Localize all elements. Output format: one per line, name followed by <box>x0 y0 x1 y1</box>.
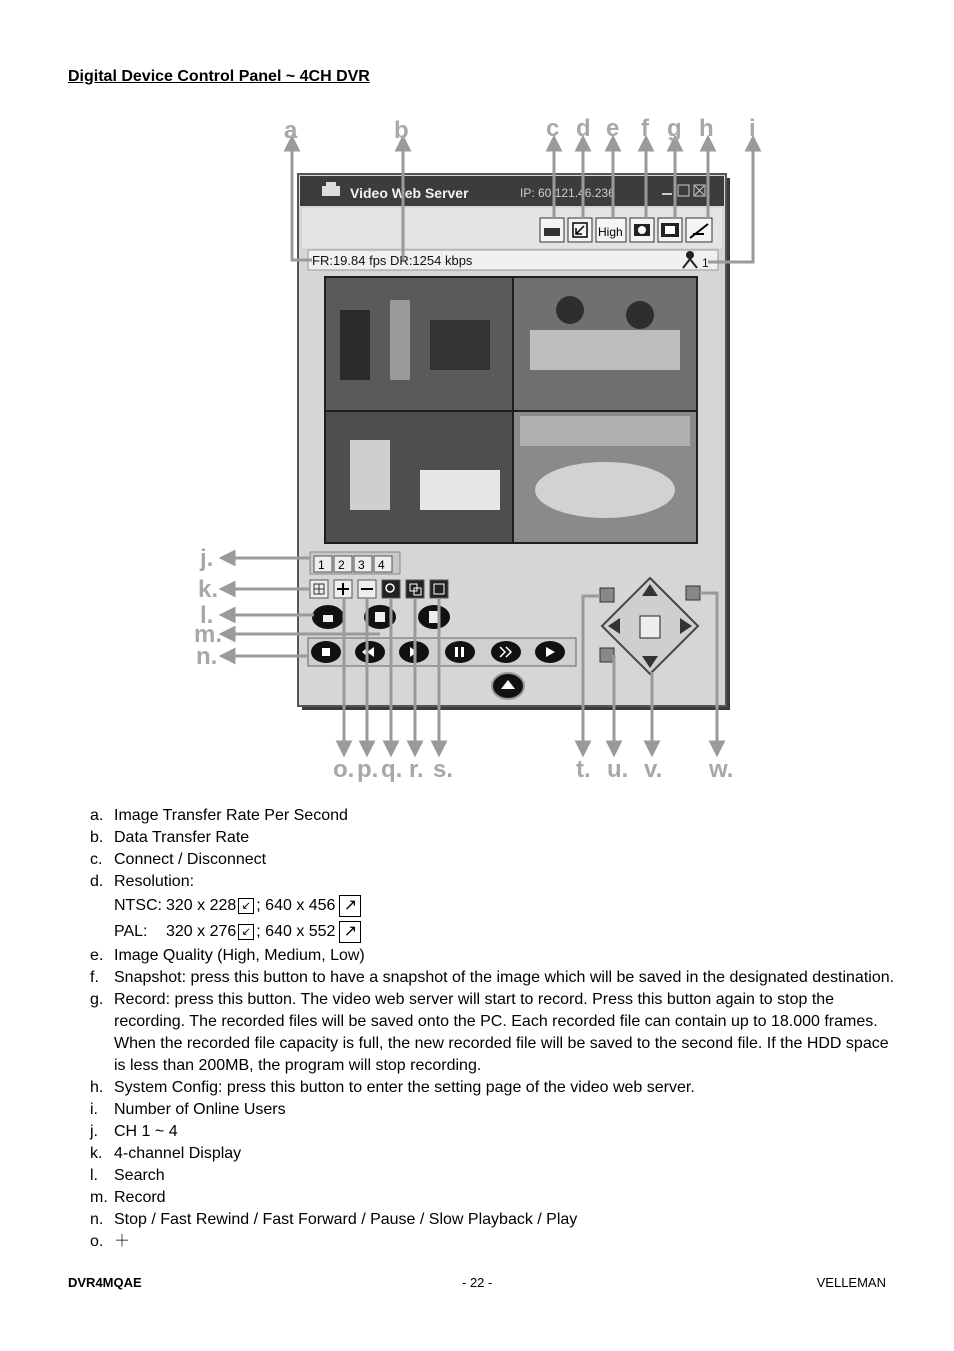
video-web-server-window <box>298 174 730 710</box>
legend-item-o: o. ＋ <box>90 1233 131 1250</box>
resolution-small-icon: ↙ <box>238 924 254 940</box>
callout-a: a <box>284 117 298 144</box>
legend-item-f: f. Snapshot: press this button to have a snapshot of the image which will be saved in the designated destination. <box>90 969 895 986</box>
channel-4-button[interactable] <box>374 556 392 572</box>
camera-icon[interactable] <box>630 218 654 242</box>
callout-c: c <box>546 115 560 142</box>
legend-item-d: d. Resolution: <box>90 873 195 890</box>
file-button[interactable] <box>418 605 450 629</box>
video-grid <box>324 276 698 544</box>
video-feed-3 <box>326 412 512 542</box>
search-icon[interactable] <box>382 580 400 598</box>
eject-button[interactable] <box>492 673 524 699</box>
legend-item-h: h. System Config: press this button to enter the setting page of the video web server. <box>90 1079 695 1096</box>
callout-j: j. <box>200 545 214 572</box>
ptz-t-button[interactable] <box>600 588 614 602</box>
window-title: Video Web Server <box>350 185 469 201</box>
channel-2-label: 2 <box>338 558 345 572</box>
callout-l: l. <box>200 602 214 629</box>
control-panel-figure <box>190 110 770 790</box>
legend-item-l: l. Search <box>90 1167 165 1184</box>
resolution-large-icon: ↗ <box>339 921 361 943</box>
stop-button[interactable] <box>311 641 341 663</box>
zoom-out-icon[interactable] <box>358 580 376 598</box>
resolution-large-icon: ↗ <box>339 895 361 917</box>
legend-item-a: a. Image Transfer Rate Per Second <box>90 807 348 824</box>
fast-rewind-button[interactable] <box>355 641 385 663</box>
callout-r: r. <box>409 756 424 783</box>
ptz-u-button[interactable] <box>600 648 614 662</box>
resolution-ntsc: NTSC: 320 x 228 ↙ ; 640 x 456 ↗ <box>90 893 900 919</box>
callout-letters-bottom <box>333 756 733 783</box>
callout-t: t. <box>576 756 591 783</box>
callout-letters-left <box>194 545 222 670</box>
layout-icon[interactable] <box>430 580 448 598</box>
lock-button[interactable] <box>312 605 344 629</box>
legend-item-e: e. Image Quality (High, Medium, Low) <box>90 947 365 964</box>
quad-display-icon[interactable] <box>310 580 328 598</box>
config-icon[interactable] <box>686 218 712 242</box>
users-count: 1 <box>702 256 709 270</box>
quality-button[interactable] <box>596 218 626 242</box>
resolution-icon[interactable] <box>568 218 592 242</box>
footer-page-number: - 22 - <box>462 1275 493 1290</box>
callout-letters-top <box>284 115 756 144</box>
callout-p: p. <box>357 756 379 783</box>
footer-model: DVR4MQAE <box>68 1275 142 1290</box>
callout-d: d <box>576 115 591 142</box>
callout-b: b <box>394 117 409 144</box>
legend-item-j: j. CH 1 ~ 4 <box>90 1123 178 1140</box>
resolution-pal: PAL: 320 x 276 ↙ ; 640 x 552 ↗ <box>90 919 900 945</box>
callout-f: f <box>641 115 649 142</box>
channel-3-label: 3 <box>358 558 365 572</box>
video-feed-1 <box>326 278 512 410</box>
callout-u: u. <box>607 756 629 783</box>
channel-3-button[interactable] <box>354 556 372 572</box>
callout-m: m. <box>194 621 223 648</box>
callout-s: s. <box>433 756 454 783</box>
page-title: Digital Device Control Panel ~ 4CH DVR <box>68 68 370 85</box>
legend-item-i: i. Number of Online Users <box>90 1101 286 1118</box>
quality-label: High <box>598 225 623 239</box>
legend-item-g: g. Record: press this button. The video web server will start to record. Press this button again to stop the recording. The recorded files will be saved onto the PC. Each recorded file can contain up to 18.000 frames. When the recorded file capacity is full, the new recorded file will be saved to the second file. If the HDD space is less than 200MB, the program will stop recording. <box>90 991 889 1074</box>
legend-list <box>90 805 900 1253</box>
legend-item-k: k. 4-channel Display <box>90 1145 242 1162</box>
channel-1-button[interactable] <box>314 556 332 572</box>
legend-item-n: n. Stop / Fast Rewind / Fast Forward / Pause / Slow Playback / Play <box>90 1211 578 1228</box>
minimize-icon[interactable] <box>662 193 672 195</box>
channel-2-button[interactable] <box>334 556 352 572</box>
connect-icon[interactable] <box>540 218 564 242</box>
channel-1-label: 1 <box>318 558 325 572</box>
callout-n: n. <box>196 643 218 670</box>
callout-v: v. <box>644 756 663 783</box>
legend-item-b: b. Data Transfer Rate <box>90 829 250 846</box>
play-button[interactable] <box>535 641 565 663</box>
slow-playback-button[interactable] <box>491 641 521 663</box>
film-record-icon[interactable] <box>658 218 682 242</box>
channel-buttons <box>310 552 400 574</box>
callout-i: i <box>749 115 756 142</box>
status-text: FR:19.84 fps DR:1254 kbps <box>312 253 473 268</box>
callout-o: o. <box>333 756 355 783</box>
copy-icon[interactable] <box>406 580 424 598</box>
callout-k: k. <box>198 576 219 603</box>
callout-q: q. <box>381 756 403 783</box>
ip-address: IP: 60.121.46.236 <box>520 186 615 200</box>
ptz-w-button[interactable] <box>686 586 700 600</box>
pause-button[interactable] <box>445 641 475 663</box>
video-feed-2 <box>514 278 696 410</box>
channel-4-label: 4 <box>378 558 385 572</box>
footer-brand: VELLEMAN <box>816 1275 886 1290</box>
resolution-small-icon: ↙ <box>238 898 254 914</box>
callout-w: w. <box>709 756 734 783</box>
callout-g: g <box>667 115 682 142</box>
zoom-in-icon[interactable] <box>334 580 352 598</box>
legend-item-m: m. Record <box>90 1189 166 1206</box>
callout-h: h <box>699 115 714 142</box>
legend-item-c: c. Connect / Disconnect <box>90 851 267 868</box>
callout-e: e <box>606 115 620 142</box>
video-feed-4 <box>514 412 696 542</box>
